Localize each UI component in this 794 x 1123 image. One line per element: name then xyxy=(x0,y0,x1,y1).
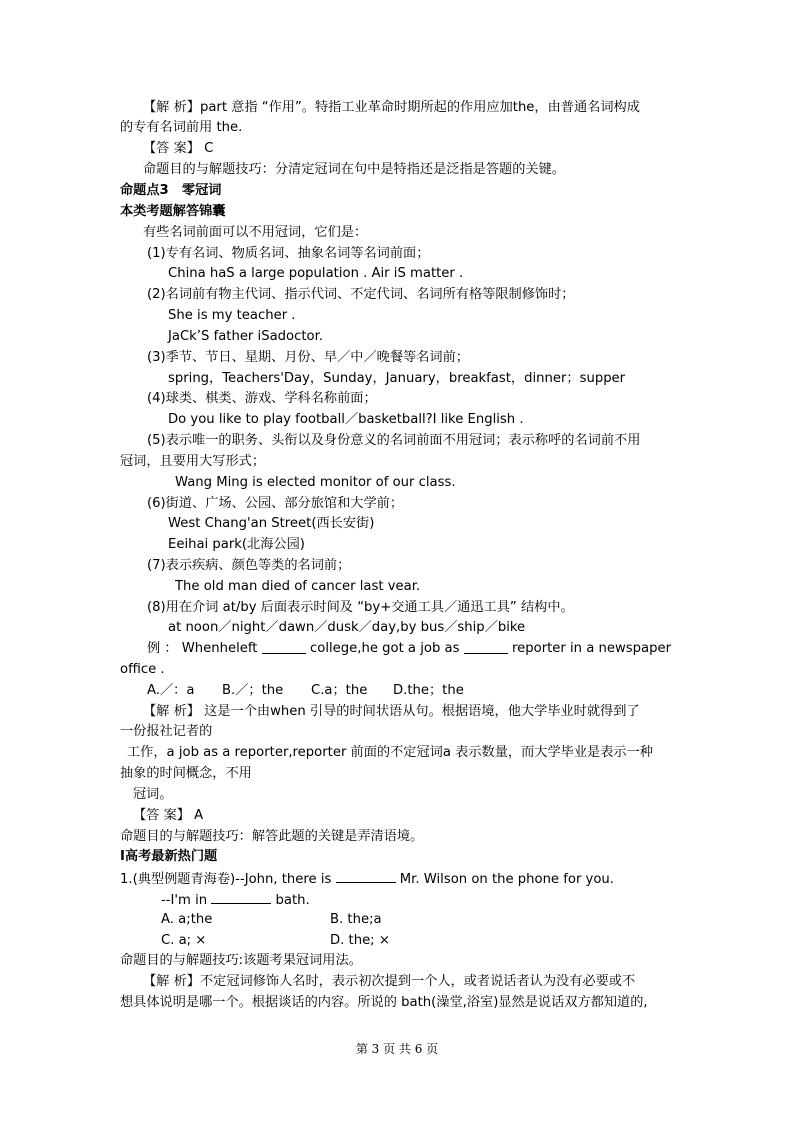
analysis2-line-2: 一份报社记者的 xyxy=(120,724,213,739)
rule-2: (2)名词前有物主代词、指示代词、不定代词、名词所有格等限制修饰时； xyxy=(147,287,575,302)
option-c: C.a；the xyxy=(311,683,368,698)
q1-option-d: D. the; × xyxy=(330,933,390,948)
rule-1-example: China haS a large population . Air iS matter . xyxy=(168,266,464,281)
option-b: B.／；the xyxy=(222,683,284,698)
rule-4: (4)球类、棋类、游戏、学科名称前面； xyxy=(147,391,377,406)
question-1 xyxy=(120,868,614,890)
answer-line: 【答 案】 C xyxy=(143,141,214,156)
question-1-blank-2 xyxy=(211,889,271,904)
rule-8: (8)用在介词 at/by 后面表示时间及 “by+交通工具／通迅工具” 结构中。 xyxy=(147,600,574,615)
hot-questions-heading: Ⅰ高考最新热门题 xyxy=(120,849,218,864)
rule-3-example: spring，Teachers'Day，Sunday，January，breakfast，dinner；supper xyxy=(168,371,626,386)
example-question xyxy=(147,639,671,659)
question-1-part-3: --I'm in xyxy=(161,893,208,908)
answer-blank-2 xyxy=(464,639,508,654)
question-1-blank-1 xyxy=(336,868,396,883)
rule-5: (5)表示唯一的职务、头衔以及身份意义的名词前面不用冠词；表示称呼的名词前不用 xyxy=(147,433,641,448)
question-1-part-1: 1.(典型例题青海卷)--John, there is xyxy=(120,872,332,887)
rule-1: (1)专有名词、物质名词、抽象名词等名词前面； xyxy=(147,246,430,261)
q1-option-c: C. a; × xyxy=(161,933,207,948)
rule-6-example-1: West Chang'an Street(西长安街) xyxy=(168,516,375,531)
purpose3-line: 命题目的与解题技巧:该题考果冠词用法。 xyxy=(120,953,362,968)
analysis3-line-1: 【解 析】不定冠词修饰人名时，表示初次提到一个人，或者说话者认为没有必要或不 xyxy=(143,974,636,989)
example-part-3: reporter in a newspaper xyxy=(512,641,671,656)
analysis-line-1: 【解 析】part 意指 “作用”。特指工业革命时期所起的作用应加the，由普通名词构成 xyxy=(143,100,640,115)
question-1-reply xyxy=(161,889,310,911)
option-d: D.the；the xyxy=(393,683,464,698)
rule-7: (7)表示疾病、颜色等类的名词前； xyxy=(147,558,351,573)
example-question-cont: office . xyxy=(120,662,165,677)
intro-line: 有些名词前面可以不用冠词，它们是： xyxy=(143,225,368,240)
answer-blank-1 xyxy=(262,639,306,654)
rule-7-example: The old man died of cancer last vear. xyxy=(175,579,421,594)
rule-6: (6)街道、广场、公园、部分旅馆和大学前； xyxy=(147,496,404,511)
rule-6-example-2: Eeihai park(北海公园) xyxy=(168,537,305,552)
analysis3-line-2: 想具体说明是哪一个。根据谈话的内容。所说的 bath(澡堂,浴室)显然是说话双方都知道的, xyxy=(120,995,648,1010)
option-a: A.／：a xyxy=(147,683,195,698)
rule-2-example-2: JaCk’S father iSadoctor. xyxy=(168,329,323,344)
example-part-1: 例 ： Whenheleft xyxy=(147,641,258,656)
example-part-2: college,he got a job as xyxy=(310,641,460,656)
analysis2-line-4: 抽象的时间概念，不用 xyxy=(120,766,252,781)
analysis2-line-5: 冠词。 xyxy=(133,787,173,802)
answer2-line: 【答 案】 A xyxy=(133,808,204,823)
question-1-part-4: bath. xyxy=(275,893,310,908)
analysis2-line-1: 【解 析】 这是一个由when 引导的时间状语从句。根据语境，他大学毕业时就得到了 xyxy=(143,704,640,719)
rule-4-example: Do you like to play football／basketball?I like English . xyxy=(168,412,524,427)
rule-3: (3)季节、节日、星期、月份、早／中／晚餐等名词前； xyxy=(147,350,469,365)
rule-5-cont: 冠词，且要用大写形式； xyxy=(120,454,266,469)
subsection-heading: 本类考题解答锦囊 xyxy=(120,204,226,219)
purpose-line: 命题目的与解题技巧：分清定冠词在句中是特指还是泛指是答题的关键。 xyxy=(143,162,565,177)
section-heading: 命题点3 零冠词 xyxy=(120,183,222,198)
rule-5-example: Wang Ming is elected monitor of our class. xyxy=(175,475,456,490)
q1-option-b: B. the;a xyxy=(330,912,382,927)
analysis2-line-3: 工作，a job as a reporter,reporter 前面的不定冠词a 表示数量，而大学毕业是表示一种 xyxy=(127,745,653,760)
question-1-part-2: Mr. Wilson on the phone for you. xyxy=(399,872,614,887)
analysis-line-2: 的专有名词前用 the. xyxy=(120,120,243,135)
page-footer: 第 3 页 共 6 页 xyxy=(355,1042,439,1056)
rule-8-example: at noon／night／dawn／dusk／day,by bus／ship／bike xyxy=(168,620,526,635)
purpose2-line: 命题目的与解题技巧：解答此题的关键是弄清语境。 xyxy=(120,829,424,844)
q1-option-a: A. a;the xyxy=(161,912,213,927)
rule-2-example-1: She is my teacher . xyxy=(168,308,296,323)
